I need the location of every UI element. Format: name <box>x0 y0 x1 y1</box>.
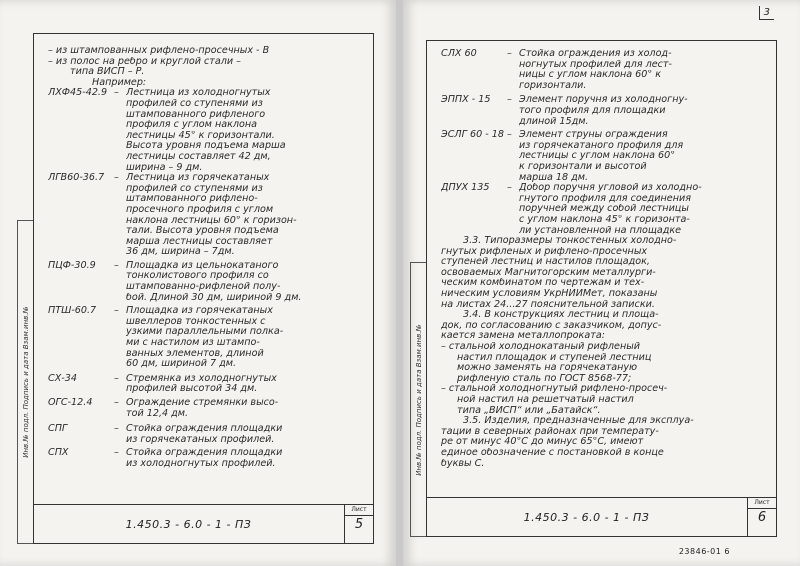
paragraph-3-5 <box>441 416 771 469</box>
para-line: единое обозначение с постановкой в конце <box>441 447 664 458</box>
para-line: ческим комбинатом по чертежам и тех- <box>441 278 645 289</box>
para-line: – стальной холодногнутый рифлено-просеч- <box>441 384 668 395</box>
right-sheet-box <box>747 498 776 536</box>
right-drawing-frame <box>426 40 777 537</box>
entry-slh: СЛХ 60 – Стойка ограждения из холод- ногнутых профилей для лест- ницы с углом наклона 60° к горизонтали. <box>441 49 771 91</box>
entry-code: СХ-34 <box>48 373 77 384</box>
right-page <box>403 0 800 566</box>
entry-ogs: ОГС-12.4 – Ограждение стремянки высо- той 12,4 дм. <box>48 398 378 419</box>
entry-line: узкими параллельными полка- <box>126 327 284 338</box>
entry-lhf: ЛХФ45-42.9 – Лестница из холодногнутых профилей со ступенями из штампованного рифленого профиля с углом наклона лестницы 45° к горизонтали. Высота уровня подъема марша лестницы составляет 42 дм, ширина – 9 дм. <box>48 88 378 173</box>
para-line: ступеней лестниц и настилов площадок, <box>441 257 650 268</box>
entry-line: из горячекатаных профилей. <box>126 434 275 445</box>
left-top-line-1: – из штампованных рифлено-просечных - В <box>48 46 270 56</box>
entry-line: из горячекатаного профиля для <box>519 140 684 151</box>
entry-line: тали. Высота уровня подъема <box>126 226 279 237</box>
entry-code: ЛХФ45-42.9 <box>48 88 108 99</box>
entry-line: лестницы составляет 42 дм, <box>126 151 271 162</box>
entry-lgv: ЛГВ60-36.7 – Лестница из горячекатаных профилей со ступенями из штампованного рифлено- просечного профиля с углом наклона лестницы 60° к горизон- тали. Высота уровня подъема марша лестницы составляет 36 дм, ширина – 7дм. <box>48 173 378 258</box>
entry-line: Высота уровня подъема марша <box>126 141 286 152</box>
entry-line: ли установленной на площадке <box>519 225 682 236</box>
entry-line: профиля с углом наклона <box>126 120 258 131</box>
entry-line: профилей высотой 34 дм. <box>126 384 258 395</box>
entry-line: с углом наклона 45° к горизонта- <box>519 214 690 225</box>
entry-line: из холодногнутых профилей. <box>126 458 276 469</box>
right-stamp-column <box>410 262 427 537</box>
para-line: гнутых рифленых и рифлено-просечных <box>441 246 648 257</box>
entry-line: штампованного рифленого <box>126 109 266 120</box>
entry-line: ширина – 9 дм. <box>126 162 203 173</box>
entry-line: Стремянка из холодногнутых <box>126 373 277 384</box>
entry-line: тонколистового профиля со <box>126 271 269 282</box>
example-label: Например: <box>92 77 147 88</box>
entry-line: той 12,4 дм. <box>126 408 189 419</box>
para-line: освоваемых Магнитогорским металлурги- <box>441 267 656 278</box>
entry-line: ми с настилом из штампо- <box>126 338 260 349</box>
para-line: док, по согласованию с заказчиком, допус- <box>441 320 662 331</box>
entry-line: бой. Длиной 30 дм, шириной 9 дм. <box>126 292 302 303</box>
right-title-block <box>427 497 776 536</box>
left-top-line-2: – из полос на ребро и круглой стали – <box>48 56 241 67</box>
entry-dpuh: ДПУХ 135 – Добор поручня угловой из холодно- гнутого профиля для соединения поручней между собой лестницы с углом наклона 45° к горизонта- ли установленной на площадке <box>441 183 771 236</box>
entry-code: ЭСЛГ 60 - 18 <box>441 130 504 141</box>
left-document-code: 1.450.3 - 6.0 - 1 - ПЗ <box>125 517 252 531</box>
entry-pcf: ПЦФ-30.9 – Площадка из цельнокатаного тонколистового профиля со штампованно-рифленой полу- бой. Длиной 30 дм, шириной 9 дм. <box>48 261 378 303</box>
para-line: – стальной холоднокатаный рифленый <box>441 342 641 353</box>
para-line: 3.4. В конструкциях лестниц и площа- <box>463 310 659 321</box>
entry-line: Добор поручня угловой из холодно- <box>519 183 702 194</box>
para-line: настил площадок и ступеней лестниц <box>457 352 652 363</box>
entry-line: Лестница из холодногнутых <box>126 88 271 99</box>
para-line: ной настил на решетчатый настил <box>457 395 634 405</box>
entry-line: марша лестницы составляет <box>126 236 273 247</box>
entry-line: к горизонтали и высотой <box>519 161 647 172</box>
left-text-block <box>48 46 378 470</box>
entry-code: ЭППХ - 15 <box>441 95 491 106</box>
footer-reference: 23846-01 6 <box>678 547 730 556</box>
entry-line: поручней между собой лестницы <box>519 204 689 215</box>
right-stamp-text: Инв.№ подл. Подпись и дата Взам.инв.№ <box>415 323 423 476</box>
entry-line: Элемент поручня из холодногну- <box>519 95 688 106</box>
left-stamp-text: Инв.№ подл. Подпись и дата Взам.инв.№ <box>22 306 30 458</box>
entry-code: ПЦФ-30.9 <box>48 260 96 271</box>
entry-line: профилей со ступенями из <box>126 183 263 194</box>
entry-line: швеллеров тонкостенных с <box>126 316 266 327</box>
entry-line: того профиля для площадки <box>519 105 666 116</box>
entry-line: 60 дм, шириной 7 дм. <box>126 359 237 370</box>
entry-line: ванных элементов, длиной <box>126 348 264 359</box>
left-drawing-frame <box>33 33 374 544</box>
para-line: можно заменять на горячекатаную <box>457 363 638 374</box>
para-line: типа „ВИСП“ или „Батайск“. <box>457 405 601 416</box>
entry-line: наклона лестницы 60° к горизон- <box>126 215 297 226</box>
entry-spg: СПГ – Стойка ограждения площадки из горячекатаных профилей. <box>48 424 378 445</box>
left-sheet-label: Лист <box>345 506 373 516</box>
entry-line: 36 дм, ширина – 7дм. <box>126 247 235 258</box>
entry-code: СПГ <box>48 424 68 435</box>
right-corner-number: 3 <box>759 6 774 20</box>
right-document-code: 1.450.3 - 6.0 - 1 - ПЗ <box>523 510 650 524</box>
entry-line: просечного профиля с углом <box>126 204 274 215</box>
paragraph-3-3 <box>441 236 771 310</box>
entry-line: Лестница из горячекатаных <box>126 173 270 184</box>
entry-line: марша 18 дм. <box>519 172 589 183</box>
entry-line: Элемент струны ограждения <box>519 130 668 141</box>
left-sheet-number: 5 <box>354 517 364 532</box>
entry-line: горизонтали. <box>519 80 587 91</box>
right-text-block <box>441 49 771 469</box>
left-stamp-column <box>17 220 34 544</box>
para-line: тации в северных районах при температу- <box>441 426 659 437</box>
entry-code: СЛХ 60 <box>441 49 477 59</box>
para-line: рифленую сталь по ГОСТ 8568-77; <box>457 373 632 384</box>
left-title-block <box>34 504 373 543</box>
para-line: ре от минус 40°С до минус 65°С, имеют <box>441 437 644 448</box>
right-sheet-label: Лист <box>748 499 776 509</box>
left-sheet-box <box>344 505 373 543</box>
right-sheet-number: 6 <box>757 510 767 525</box>
entry-sh: СХ-34 – Стремянка из холодногнутых профилей высотой 34 дм. <box>48 374 378 395</box>
entry-code: ПТШ-60.7 <box>48 306 97 317</box>
paragraph-3-4 <box>441 310 771 416</box>
entry-line: Стойка ограждения из холод- <box>519 49 672 59</box>
entry-code: ОГС-12.4 <box>48 398 93 408</box>
entry-line: профилей со ступенями из <box>126 98 263 109</box>
entry-line: лестницы с углом наклона 60° <box>519 151 676 162</box>
entry-epph: ЭППХ - 15 – Элемент поручня из холодногну- того профиля для площадки длиной 15дм. <box>441 95 771 127</box>
entry-line: гнутого профиля для соединения <box>519 193 691 204</box>
para-line: буквы С. <box>441 458 485 469</box>
entry-line: штампованно-рифленой полу- <box>126 282 281 293</box>
entry-line: Ограждение стремянки высо- <box>126 398 279 408</box>
entry-code: ДПУХ 135 <box>441 183 490 194</box>
entry-line: Площадка из цельнокатаного <box>126 260 279 271</box>
entry-line: Стойка ограждения площадки <box>126 448 283 459</box>
entry-line: длиной 15дм. <box>519 116 589 127</box>
entry-code: СПХ <box>48 448 69 459</box>
entry-line: лестницы 45° к горизонтали. <box>126 130 275 141</box>
para-line: ническим условиям УкрНИИМет, показаны <box>441 289 658 300</box>
para-line: кается замена металлопроката: <box>441 331 605 342</box>
entry-code: ЛГВ60-36.7 <box>48 173 105 184</box>
entry-ptsh: ПТШ-60.7 – Площадка из горячекатаных швеллеров тонкостенных с узкими параллельными полка- ми с настилом из штампо- ванных элементов, длиной 60 дм, шириной 7 дм. <box>48 306 378 370</box>
entry-line: Площадка из горячекатаных <box>126 306 273 317</box>
entry-line: ногнутых профилей для лест- <box>519 59 672 70</box>
entry-sph: СПХ – Стойка ограждения площадки из холодногнутых профилей. <box>48 448 378 469</box>
entry-line: ницы с углом наклона 60° к <box>519 70 661 81</box>
entry-line: штампованного рифлено- <box>126 194 258 205</box>
para-line: 3.5. Изделия, предназначенные для эксплуа- <box>463 416 694 427</box>
left-page <box>0 0 396 566</box>
para-line: 3.3. Типоразмеры тонкостенных холодно- <box>463 236 677 247</box>
entry-eslg: ЭСЛГ 60 - 18 – Элемент струны ограждения из горячекатаного профиля для лестницы с углом наклона 60° к горизонтали и высотой марша 18 дм. <box>441 130 771 183</box>
entry-line: Стойка ограждения площадки <box>126 424 283 435</box>
left-top-line-3: типа ВИСП – Р. <box>70 67 145 78</box>
para-line: на листах 24...27 пояснительной записки. <box>441 299 655 310</box>
